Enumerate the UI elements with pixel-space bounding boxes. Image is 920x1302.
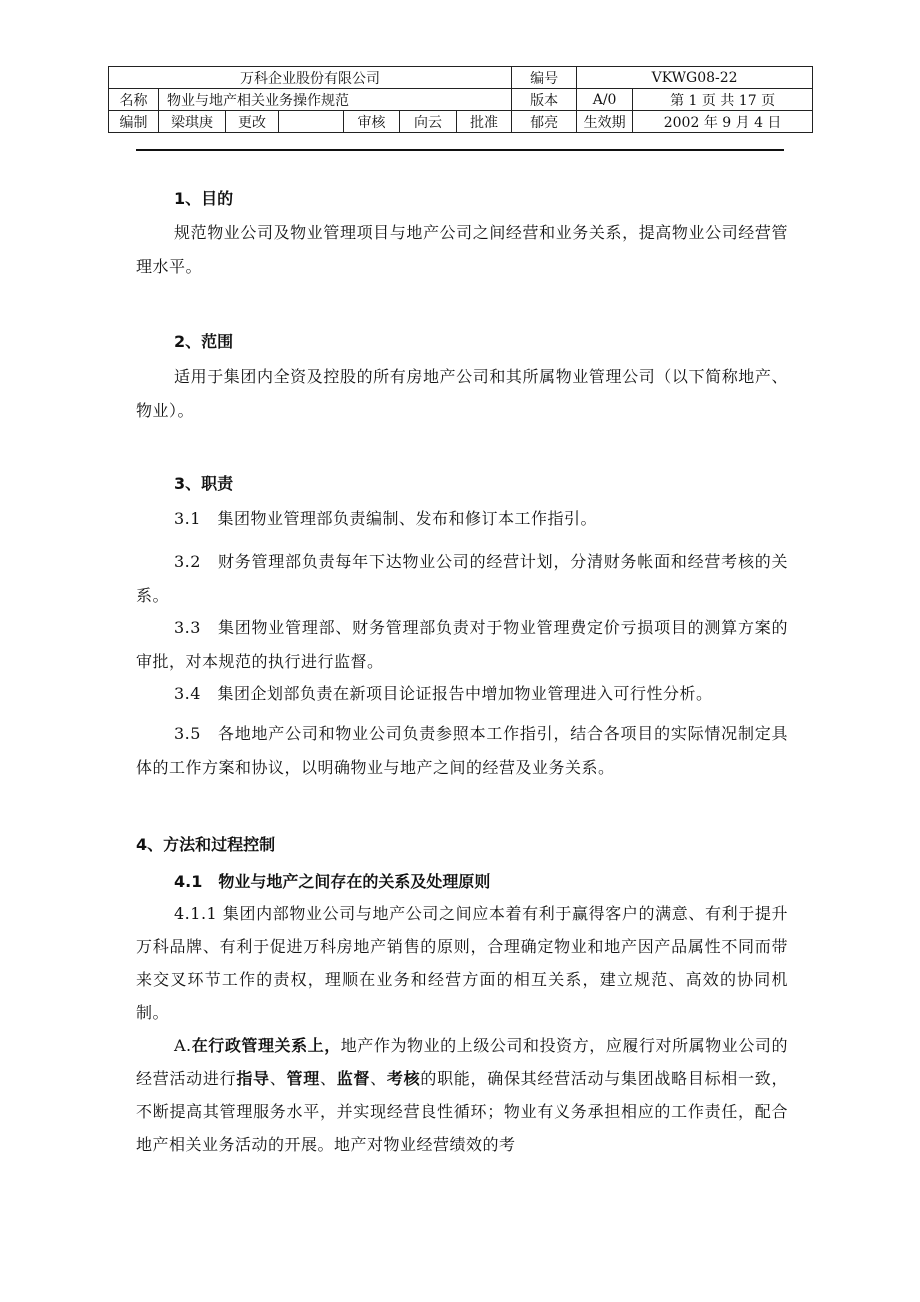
document-header-table bbox=[108, 66, 813, 133]
section-a-keyword-supervise: 监督 bbox=[336, 1069, 371, 1088]
section-2-title: 2、范围 bbox=[174, 332, 234, 351]
revise-label: 更改 bbox=[226, 111, 279, 133]
section-3-2: 3.2 财务管理部负责每年下达物业公司的经营计划，分清财务帐面和经营考核的关系。 bbox=[136, 552, 788, 605]
page-info: 第 1 页 共 17 页 bbox=[633, 89, 813, 111]
name-label: 名称 bbox=[109, 89, 159, 111]
section-a-text-2: 的职能，确保其经营活动与集团战略目标相一致，不断提高其管理服务水平，并实现经营良性循环；物业有义务承担相应的工作责任，配合地产相关业务活动的开展。地产对物业经营绩效的考 bbox=[136, 1069, 788, 1154]
version-label: 版本 bbox=[512, 89, 577, 111]
section-4-1-title: 4.1 物业与地产之间存在的关系及处理原则 bbox=[174, 872, 491, 891]
code-label: 编号 bbox=[512, 67, 577, 89]
section-a-paragraph bbox=[136, 1029, 788, 1161]
section-a-keyword-manage: 管理 bbox=[286, 1069, 320, 1088]
document-name: 物业与地产相关业务操作规范 bbox=[159, 89, 512, 111]
section-a-prefix: A. bbox=[174, 1036, 192, 1055]
section-a-keyword-admin: 在行政管理关系上， bbox=[191, 1036, 341, 1055]
section-a-text-1: 地产作为物业的上级公司和投资方，应履行对所属物业公司的经营活动进行 bbox=[136, 1036, 788, 1088]
section-a-keyword-assess: 考核 bbox=[386, 1069, 421, 1088]
section-3-title: 3、职责 bbox=[174, 474, 234, 493]
section-1-body: 规范物业公司及物业管理项目与地产公司之间经营和业务关系，提高物业公司经营管理水平。 bbox=[136, 223, 788, 276]
section-2-body: 适用于集团内全资及控股的所有房地产公司和其所属物业管理公司（以下简称地产、物业）。 bbox=[136, 367, 788, 420]
section-a-separator: 、 bbox=[269, 1069, 287, 1088]
header-divider bbox=[136, 149, 784, 151]
approve-label: 批准 bbox=[457, 111, 512, 133]
review-label: 审核 bbox=[344, 111, 400, 133]
revise-value bbox=[279, 111, 344, 133]
effective-label: 生效期 bbox=[577, 111, 633, 133]
effective-value: 2002 年 9 月 4 日 bbox=[633, 111, 813, 133]
review-value: 向云 bbox=[400, 111, 457, 133]
section-a-separator: 、 bbox=[319, 1069, 337, 1088]
section-4-1-1: 4.1.1 集团内部物业公司与地产公司之间应本着有利于赢得客户的满意、有利于提升万科品牌、有利于促进万科房地产销售的原则，合理确定物业和地产因产品属性不同而带来交叉环节工作的责权，理顺在业务和经营方面的相互关系，建立规范、高效的协同机制。 bbox=[136, 904, 788, 1022]
code-value: VKWG08-22 bbox=[577, 67, 813, 89]
author-value: 梁琪庚 bbox=[159, 111, 226, 133]
approve-value: 郁亮 bbox=[512, 111, 577, 133]
section-3-4: 3.4 集团企划部负责在新项目论证报告中增加物业管理进入可行性分析。 bbox=[174, 684, 713, 703]
section-3-3: 3.3 集团物业管理部、财务管理部负责对于物业管理费定价亏损项目的测算方案的审批，对本规范的执行进行监督。 bbox=[136, 618, 788, 671]
section-3-5: 3.5 各地地产公司和物业公司负责参照本工作指引，结合各项目的实际情况制定具体的工作方案和协议，以明确物业与地产之间的经营及业务关系。 bbox=[136, 724, 788, 777]
company-name: 万科企业股份有限公司 bbox=[109, 67, 512, 89]
section-3-1: 3.1 集团物业管理部负责编制、发布和修订本工作指引。 bbox=[174, 509, 597, 528]
section-4-title: 4、方法和过程控制 bbox=[136, 835, 276, 854]
author-label: 编制 bbox=[109, 111, 159, 133]
section-a-keyword-guide: 指导 bbox=[236, 1069, 270, 1088]
section-a-separator: 、 bbox=[370, 1069, 387, 1088]
section-1-title: 1、目的 bbox=[174, 189, 234, 208]
version-value: A/0 bbox=[577, 89, 633, 111]
